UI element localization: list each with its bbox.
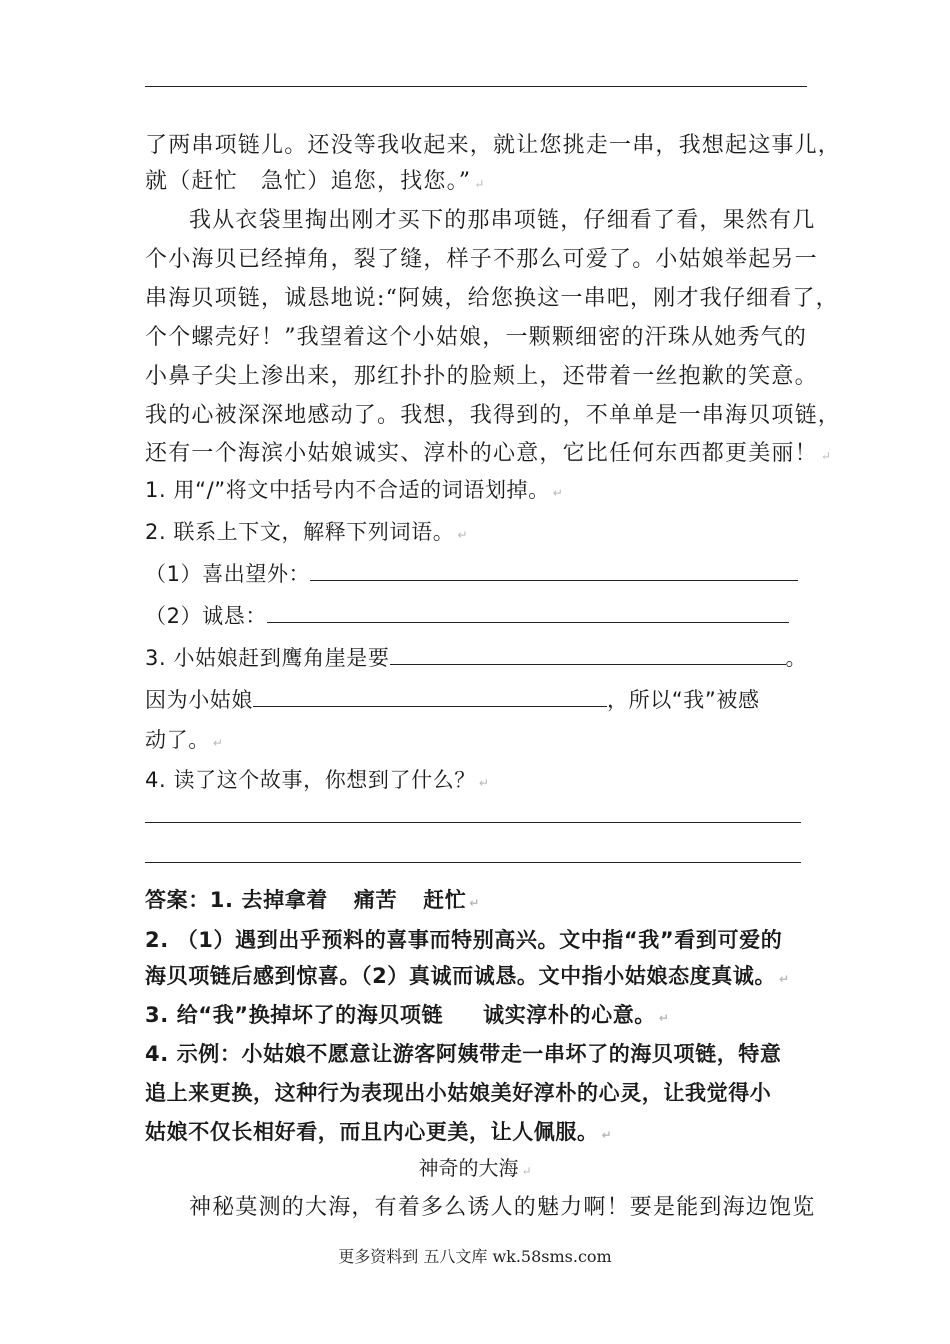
answer-4: 追上来更换，这种行为表现出小姑娘美好淳朴的心灵，让我觉得小 xyxy=(145,1081,772,1105)
passage-line: 就（赶忙 急忙）追您，找您。” ↵ xyxy=(145,169,486,194)
answer-line[interactable] xyxy=(145,822,801,823)
question-3: 3. 小姑娘赶到鹰角崖是要 。 xyxy=(145,646,808,670)
passage-line: 我的心被深深地感动了。我想，我得到的，不单单是一串海贝项链， xyxy=(145,403,842,428)
answer-4: 姑娘不仅长相好看，而且内心更美，让人佩服。 ↵ xyxy=(145,1120,613,1144)
answer-1: 答案：1. 去掉拿着 痛苦 赶忙 ↵ xyxy=(145,888,480,912)
answer-blank[interactable] xyxy=(267,602,789,623)
question-2-1: （1）喜出望外： xyxy=(145,558,798,588)
footer-watermark: 更多资料到 五八文库 wk.58sms.com xyxy=(338,1247,612,1266)
answer-4: 4. 示例：小姑娘不愿意让游客阿姨带走一串坏了的海贝项链，特意 xyxy=(145,1042,782,1066)
question-3-cont: 因为小姑娘 ，所以“我”被感 xyxy=(145,688,760,712)
passage-line: 串海贝项链，诚恳地说:“阿姨，给您换这一串吧，刚才我仔细看了， xyxy=(145,286,839,311)
passage-line: 还有一个海滨小姑娘诚实、淳朴的心意，它比任何东西都更美丽！ ↵ xyxy=(145,441,833,466)
question-3-end: 动了。 ↵ xyxy=(145,728,224,752)
answer-3: 3. 给“我”换掉坏了的海贝项链 诚实淳朴的心意。 ↵ xyxy=(145,1003,670,1027)
top-answer-line xyxy=(145,86,807,87)
article-line: 神秘莫测的大海，有着多么诱人的魅力啊！要是能到海边饱览 xyxy=(189,1195,816,1220)
question-2-2: （2）诚恳： xyxy=(145,600,789,630)
passage-line: 个个螺壳好！”我望着这个小姑娘，一颗颗细密的汗珠从她秀气的 xyxy=(145,325,808,350)
answer-2: 海贝项链后感到惊喜。（2）真诚而诚恳。文中指小姑娘态度真诚。 ↵ xyxy=(145,964,790,988)
answer-2: 2. （1）遇到出乎预料的喜事而特别高兴。文中指“我”看到可爱的 xyxy=(145,928,783,952)
question-2: 2. 联系上下文，解释下列词语。 ↵ xyxy=(145,520,468,544)
passage-line: 个小海贝已经掉角，裂了缝，样子不那么可爱了。小姑娘举起另一 xyxy=(145,247,818,272)
answer-blank[interactable] xyxy=(390,644,786,665)
answer-line[interactable] xyxy=(145,862,801,863)
passage-line: 了两串项链儿。还没等我收起来，就让您挑走一串，我想起这事儿， xyxy=(145,133,842,158)
answer-blank[interactable] xyxy=(253,686,607,707)
question-4: 4. 读了这个故事，你想到了什么？ ↵ xyxy=(145,768,490,792)
article-title: 神奇的大海 ↵ xyxy=(418,1156,532,1180)
answer-blank[interactable] xyxy=(310,560,798,581)
passage-line: 我从衣袋里掏出刚才买下的那串项链，仔细看了看，果然有几 xyxy=(189,208,816,233)
question-1: 1. 用“/”将文中括号内不合适的词语划掉。 ↵ xyxy=(145,478,564,502)
passage-line: 小鼻子尖上渗出来，那红扑扑的脸颊上，还带着一丝抱歉的笑意。 xyxy=(145,364,818,389)
